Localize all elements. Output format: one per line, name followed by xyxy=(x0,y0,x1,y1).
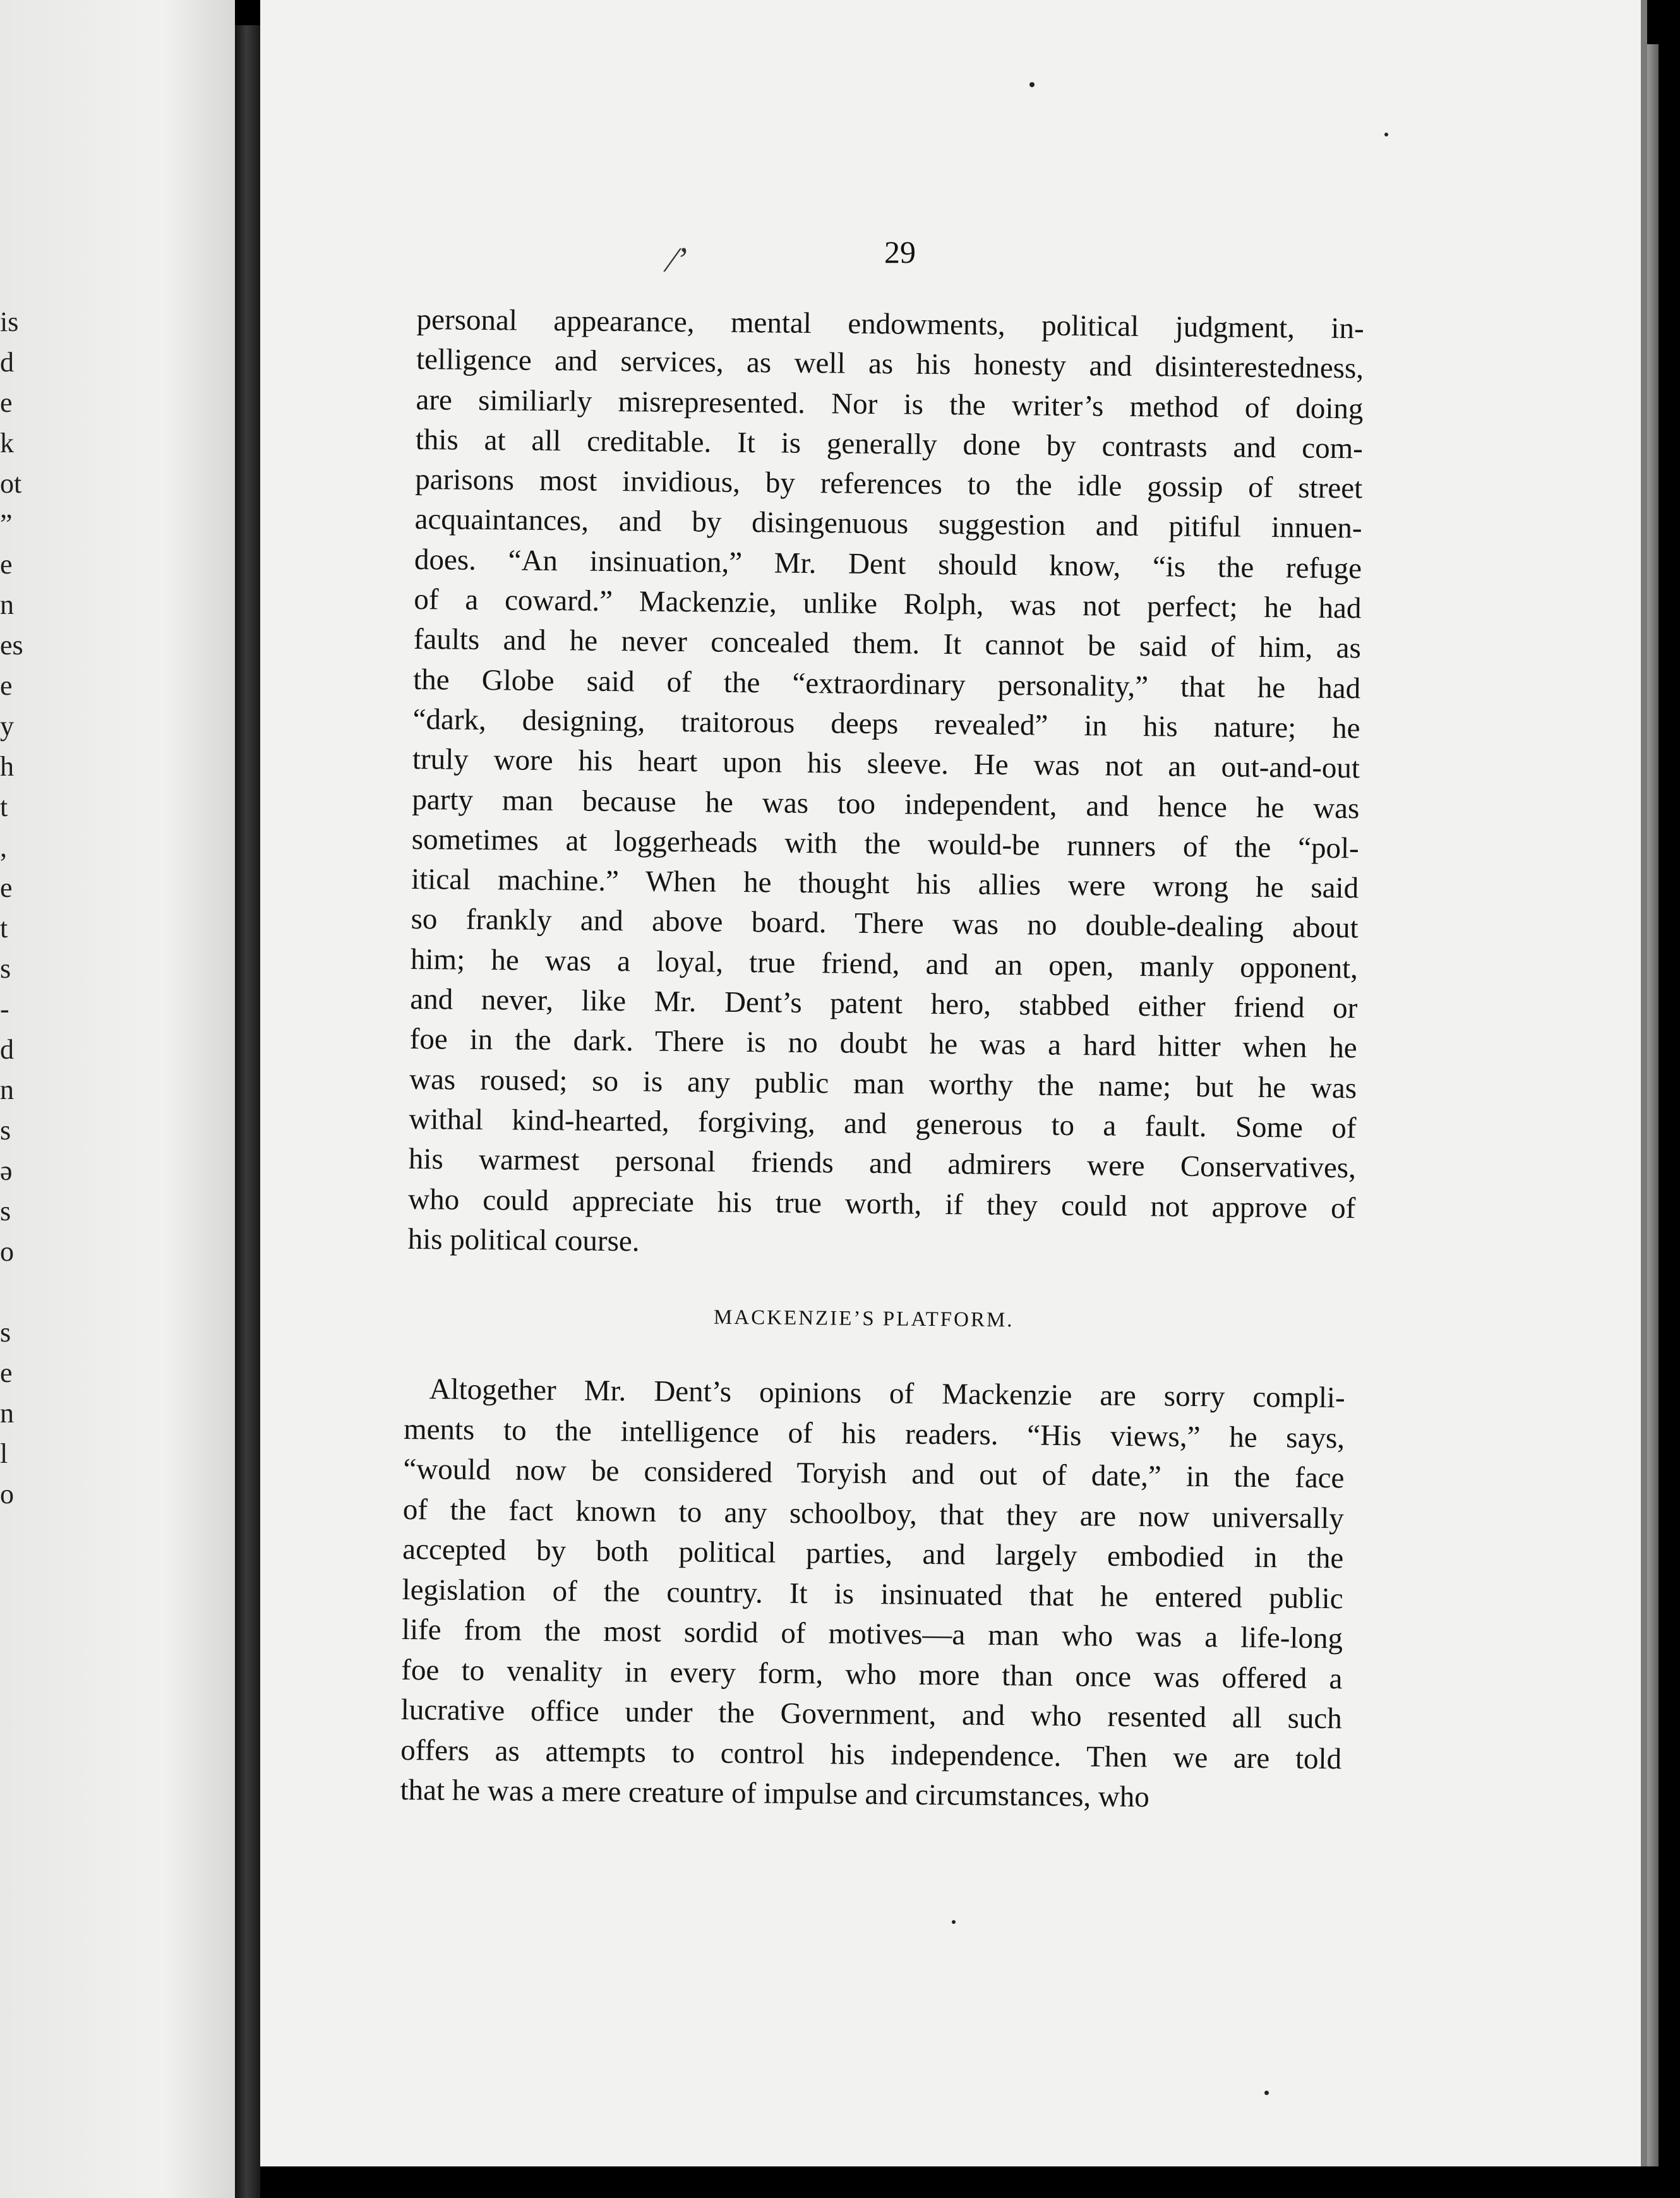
text-line: offers as attempts to control his independence. Then we are told xyxy=(400,1733,1342,1775)
text-line: legislation of the country. It is insinuated that he entered public xyxy=(402,1573,1343,1615)
margin-char: - xyxy=(0,994,9,1024)
margin-char: , xyxy=(0,832,7,863)
text-line: personal appearance, mental endowments, political judgment, in- xyxy=(416,303,1364,345)
margin-char: e xyxy=(0,670,13,701)
margin-char: s xyxy=(0,1317,11,1348)
text-line: so frankly and above board. There was no double-dealing about xyxy=(411,903,1359,945)
margin-char: n xyxy=(0,1074,14,1105)
text-line: parisons most invidious, by references to the idle gossip of street xyxy=(415,463,1363,505)
margin-char: t xyxy=(0,791,8,822)
text-line: itical machine.” When he thought his allies were wrong he said xyxy=(411,863,1359,905)
text-line: that he was a mere creature of impulse and circumstances, who xyxy=(400,1773,1150,1814)
margin-char: n xyxy=(0,589,14,620)
text-line: his warmest personal friends and admirers were Conservatives, xyxy=(408,1143,1357,1185)
margin-char: e xyxy=(0,1357,13,1388)
text-line: “would now be considered Toryish and out of date,” in the face xyxy=(403,1452,1345,1495)
text-line: telligence and services, as well as his honesty and disinterestedness, xyxy=(416,343,1364,385)
text-line: and never, like Mr. Dent’s patent hero, stabbed either friend or xyxy=(410,982,1358,1025)
text-line: foe to venality in every form, who more than once was offered a xyxy=(401,1653,1343,1695)
page-edge xyxy=(1647,44,1659,2166)
speck xyxy=(1384,133,1388,136)
text-line: of a coward.” Mackenzie, unlike Rolph, was not perfect; he had xyxy=(414,583,1362,625)
text-line: faults and he never concealed them. It cannot be said of him, as xyxy=(413,623,1362,665)
speck xyxy=(1264,2091,1269,2095)
text-line: him; he was a loyal, true friend, and an open, manly opponent, xyxy=(410,942,1359,985)
text-line: his political course. xyxy=(407,1222,640,1258)
margin-char: s xyxy=(0,1196,11,1227)
text-line: does. “An insinuation,” Mr. Dent should know, “is the refuge xyxy=(414,543,1362,586)
body-paragraph-2 xyxy=(400,1369,1345,1820)
text-line: this at all creditable. It is generally done by contrasts and com- xyxy=(415,423,1364,465)
text-line: who could appreciate his true worth, if they could not approve of xyxy=(408,1182,1356,1225)
pencil-annotation: ⁄’ xyxy=(669,241,687,280)
margin-char: d xyxy=(0,1034,14,1065)
margin-char: d xyxy=(0,347,14,378)
margin-char: o xyxy=(0,1236,14,1267)
section-heading: MACKENZIE’S PLATFORM. xyxy=(713,1306,1014,1332)
book-gutter xyxy=(235,25,260,2198)
speck xyxy=(952,1920,956,1924)
facing-page-margin-text xyxy=(0,302,32,1515)
text-line: ments to the intelligence of his readers. “His views,” he says, xyxy=(403,1412,1345,1455)
text-line: truly wore his heart upon his sleeve. He was not an out-and-out xyxy=(412,743,1360,785)
text-line: was roused; so is any public man worthy the name; but he was xyxy=(409,1062,1357,1105)
text-line: sometimes at loggerheads with the would-be runners of the “pol- xyxy=(411,822,1359,865)
text-line: accepted by both political parties, and largely embodied in the xyxy=(402,1532,1344,1575)
text-line: the Globe said of the “extraordinary personality,” that he had xyxy=(412,663,1361,706)
margin-char: k xyxy=(0,428,14,459)
facing-page xyxy=(0,0,235,2198)
text-line: of the fact known to any schoolboy, that they are now universally xyxy=(402,1492,1345,1535)
margin-char: ” xyxy=(0,508,13,539)
margin-char: e xyxy=(0,549,13,580)
margin-char: ot xyxy=(0,468,22,499)
text-line: foe in the dark. There is no doubt he was a hard hitter when he xyxy=(409,1023,1357,1065)
margin-char: e xyxy=(0,387,13,418)
margin-char: h xyxy=(0,751,14,782)
text-line: are similiarly misrepresented. Nor is the writer’s method of doing xyxy=(416,383,1364,425)
text-line: party man because he was too independent, and hence he was xyxy=(412,783,1360,825)
margin-char: s xyxy=(0,1115,11,1146)
margin-char: e xyxy=(0,872,13,903)
margin-char: t xyxy=(0,913,8,944)
body-paragraph-1 xyxy=(407,300,1364,1268)
margin-char: s xyxy=(0,953,11,984)
page-number: 29 xyxy=(884,234,916,270)
text-line: withal kind-hearted, forgiving, and generous to a fault. Some of xyxy=(409,1102,1357,1145)
margin-char: y xyxy=(0,711,14,742)
text-line: lucrative office under the Government, and who resented all such xyxy=(400,1693,1343,1736)
text-line: Altogether Mr. Dent’s opinions of Mackenzie are sorry compli- xyxy=(429,1372,1345,1415)
margin-char: es xyxy=(0,630,23,661)
text-line: life from the most sordid of motives—a man who was a life-long xyxy=(401,1612,1343,1655)
margin-char xyxy=(0,1272,32,1312)
margin-char: o xyxy=(0,1479,14,1510)
margin-char: n xyxy=(0,1398,14,1429)
text-line: “dark, designing, traitorous deeps revealed” in his nature; he xyxy=(412,702,1360,745)
speck xyxy=(1029,82,1035,87)
text-line: acquaintances, and by disingenuous suggestion and pitiful innuen- xyxy=(414,503,1362,545)
margin-char: ə xyxy=(0,1155,13,1186)
margin-char: is xyxy=(0,306,19,337)
margin-char: l xyxy=(0,1438,8,1469)
